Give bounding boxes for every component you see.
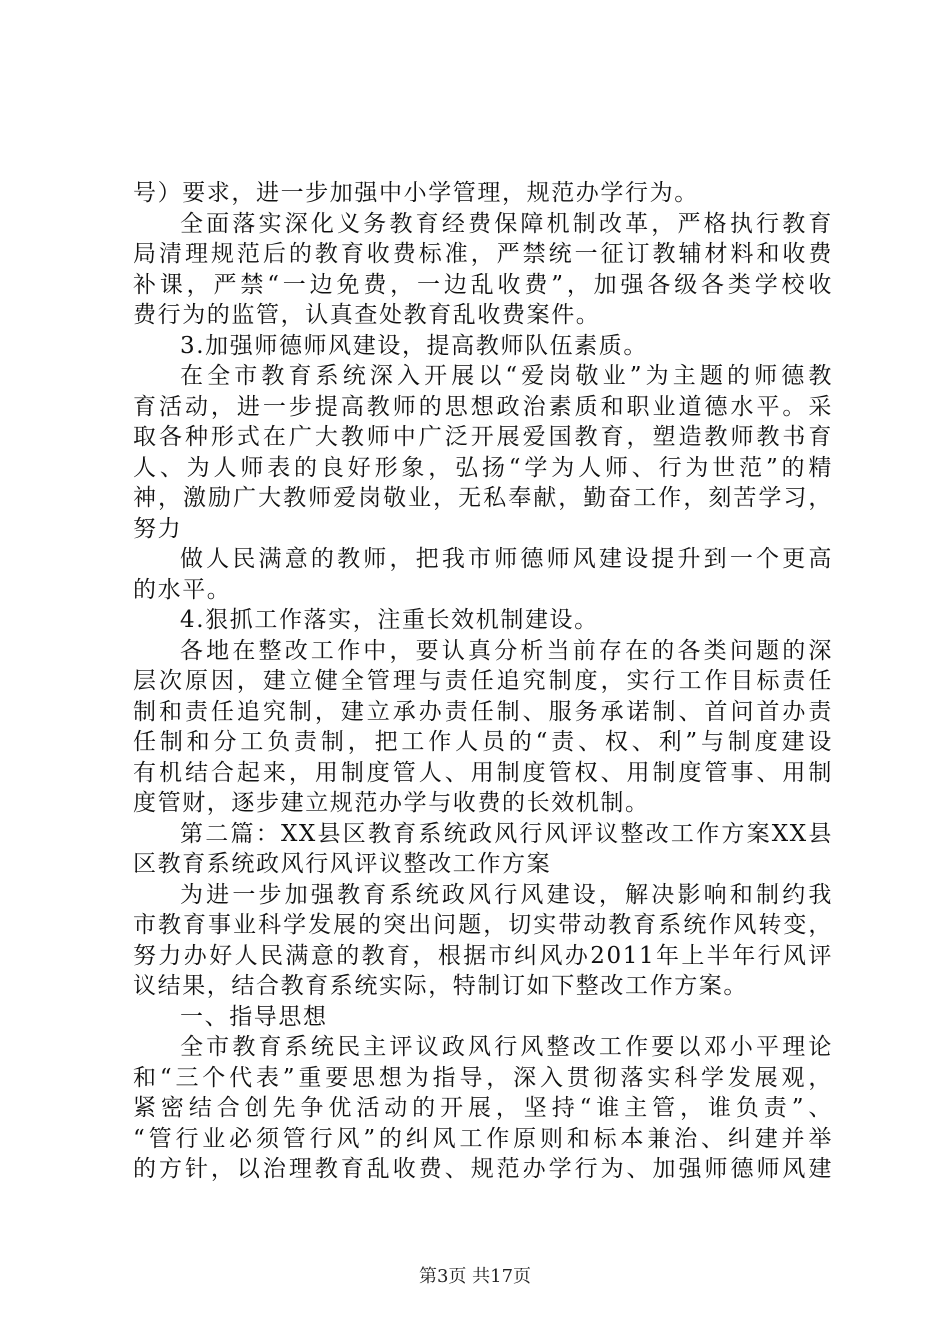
- text-line: 和“三个代表”重要思想为指导，深入贯彻落实科学发展观，: [133, 1064, 833, 1091]
- text-line: 神，激励广大教师爱岗敬业，无私奉献，勤奋工作，刻苦学习，: [133, 485, 833, 511]
- text-line: 为进一步加强教育系统政风行风建设，解决影响和制约我: [180, 881, 833, 908]
- text-line: 补课，严禁“一边免费，一边乱收费”，加强各级各类学校收: [133, 271, 833, 298]
- text-line: 的方针，以治理教育乱收费、规范办学行为、加强师德师风建: [133, 1156, 833, 1182]
- text-line: “管行业必须管行风”的纠风工作原则和标本兼治、纠建并举: [133, 1125, 833, 1152]
- text-line: 号）要求，进一步加强中小学管理，规范办学行为。: [133, 180, 699, 206]
- text-line: 在全市教育系统深入开展以“爱岗敬业”为主题的师德教: [180, 363, 833, 389]
- text-line: 层次原因，建立健全管理与责任追究制度，实行工作目标责任: [133, 668, 833, 694]
- text-line: 局清理规范后的教育收费标准，严禁统一征订教辅材料和收费: [133, 241, 833, 267]
- text-line: 区教育系统政风行风评议整改工作方案: [133, 851, 552, 877]
- text-line: 育活动，进一步提高教师的思想政治素质和职业道德水平。采: [133, 393, 833, 420]
- text-line: 的水平。: [133, 576, 232, 603]
- text-line: 全面落实深化义务教育经费保障机制改革，严格执行教育: [180, 210, 833, 237]
- text-line: 各地在整改工作中，要认真分析当前存在的各类问题的深: [180, 637, 833, 664]
- text-line: 议结果，结合教育系统实际，特制订如下整改工作方案。: [133, 973, 748, 999]
- text-line: 紧密结合创先争优活动的开展，坚持“谁主管，谁负责”、: [133, 1095, 833, 1121]
- text-line: 一、指导思想: [180, 1003, 328, 1030]
- text-line: 做人民满意的教师，把我市师德师风建设提升到一个更高: [180, 546, 833, 572]
- text-line: 市教育事业科学发展的突出问题，切实带动教育系统作风转变，: [133, 912, 833, 938]
- text-line: 3.加强师德师风建设，提高教师队伍素质。: [180, 332, 648, 359]
- document-body: [133, 178, 833, 1185]
- text-line: 努力办好人民满意的教育，根据市纠风办2011年上半年行风评: [133, 942, 833, 969]
- text-line: 人、为人师表的良好形象，弘扬“学为人师、行为世范”的精: [133, 454, 833, 481]
- text-line: 有机结合起来，用制度管人、用制度管权、用制度管事、用制: [133, 759, 833, 786]
- text-line: 度管财，逐步建立规范办学与收费的长效机制。: [133, 790, 650, 816]
- page-number-footer: 第3页 共17页: [418, 1266, 532, 1287]
- text-line: 制和责任追究制，建立承办责任制、服务承诺制、首问首办责: [133, 698, 833, 725]
- text-line: 任制和分工负责制，把工作人员的“责、权、利”与制度建设: [133, 729, 833, 755]
- text-line: 取各种形式在广大教师中广泛开展爱国教育，塑造教师教书育: [133, 424, 833, 450]
- text-line: 费行为的监管，认真查处教育乱收费案件。: [133, 302, 601, 328]
- text-line: 第二篇：XX县区教育系统政风行风评议整改工作方案XX县: [180, 820, 833, 847]
- text-line: 努力: [133, 515, 183, 542]
- text-line: 4.狠抓工作落实，注重长效机制建设。: [180, 607, 599, 633]
- text-line: 全市教育系统民主评议政风行风整改工作要以邓小平理论: [180, 1034, 833, 1060]
